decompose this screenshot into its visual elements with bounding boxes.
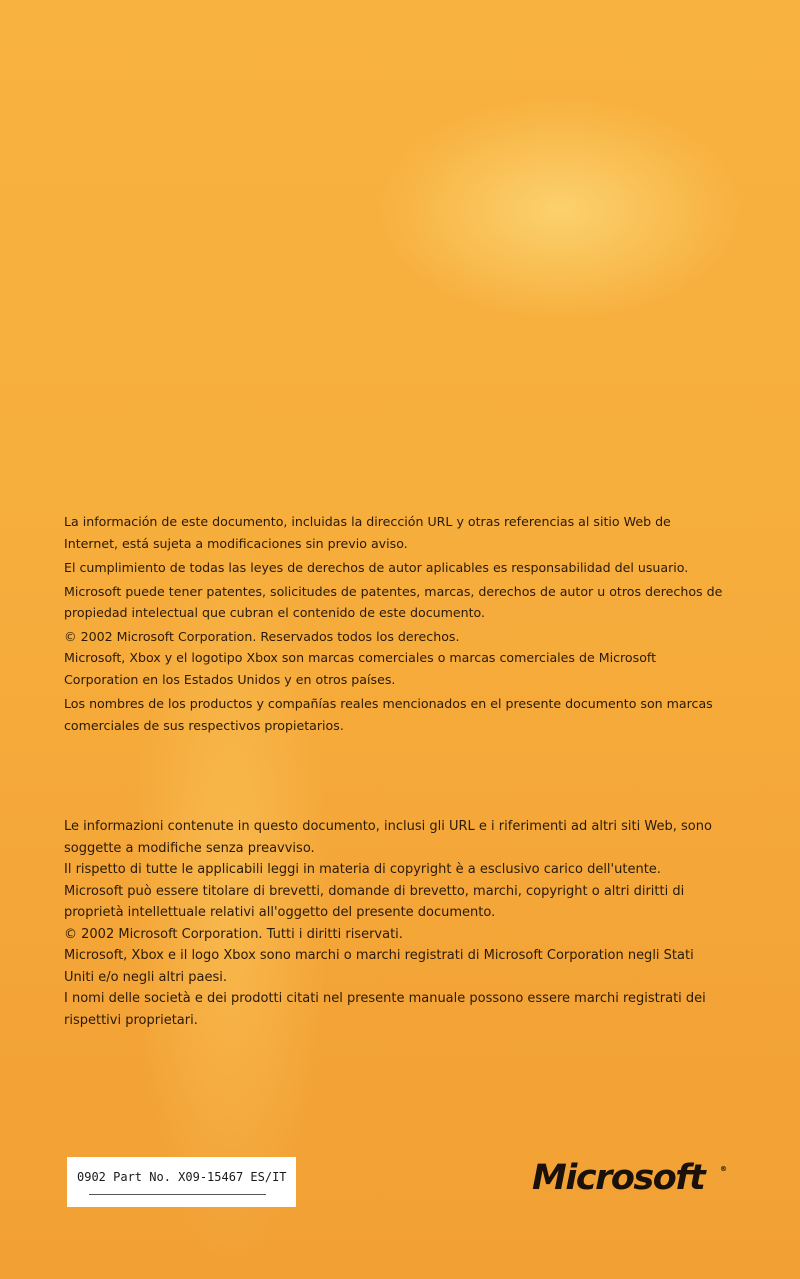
- es-paragraph-copyright-compliance: El cumplimiento de todas las leyes de derechos de autor aplicables es responsabilidad del usuario.: [64, 560, 689, 575]
- spanish-legal-notice: [64, 511, 724, 736]
- italian-legal-notice: [64, 816, 724, 1031]
- es-paragraph-patents: Microsoft puede tener patentes, solicitudes de patentes, marcas, derechos de autor u otros derechos de propiedad intelectual que cubran el contenido de este documento.: [64, 583, 723, 620]
- it-paragraph-names: I nomi delle società e dei prodotti citati nel presente manuale possono essere marchi registrati dei rispettivi proprietari.: [64, 991, 706, 1028]
- it-paragraph-url: Le informazioni contenute in questo documento, inclusi gli URL e i riferimenti ad altri siti Web, sono soggette a modifiche senza preavviso.: [64, 819, 712, 856]
- part-number-underline: [89, 1194, 266, 1195]
- es-paragraph-names: Los nombres de los productos y compañías reales mencionados en el presente documento son marcas comerciales de sus respectivos propietarios.: [64, 696, 713, 733]
- it-paragraph-patents: Microsoft può essere titolare di brevetti, domande di brevetto, marchi, copyright o altri diritti di proprietà intellettuale relativi all'oggetto del presente documento.: [64, 883, 685, 920]
- es-paragraph-trademarks: Microsoft, Xbox y el logotipo Xbox son marcas comerciales o marcas comerciales de Microsoft Corporation en los Estados Unidos y en otros países.: [64, 650, 657, 687]
- microsoft-logo: [532, 1158, 732, 1200]
- part-number-text: 0902 Part No. X09-15467 ES/IT: [77, 1170, 287, 1184]
- it-paragraph-copyright-compliance: Il rispetto di tutte le applicabili leggi in materia di copyright è a esclusivo carico dell'utente.: [64, 862, 661, 877]
- es-paragraph-copyright: © 2002 Microsoft Corporation. Reservados todos los derechos.: [64, 628, 460, 644]
- it-paragraph-trademarks: Microsoft, Xbox e il logo Xbox sono marchi o marchi registrati di Microsoft Corporation negli Stati Uniti e/o negli altri paesi.: [64, 948, 694, 985]
- microsoft-logo-text: Microsoft: [532, 1158, 705, 1198]
- part-number-label: [67, 1157, 296, 1207]
- it-paragraph-copyright: © 2002 Microsoft Corporation. Tutti i diritti riservati.: [64, 926, 403, 942]
- es-paragraph-url: La información de este documento, incluidas la dirección URL y otras referencias al sitio Web de Internet, está sujeta a modificaciones sin previo aviso.: [64, 514, 671, 551]
- registered-mark: ®: [720, 1165, 727, 1173]
